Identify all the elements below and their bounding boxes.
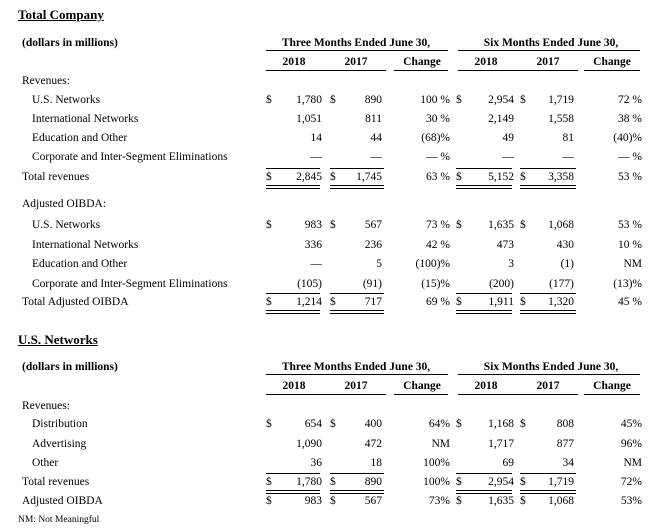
six-months-2017-value: —	[562, 151, 574, 163]
dollar-sign: $	[456, 476, 462, 488]
three-months-2018-value: 336	[304, 238, 322, 251]
six-months-2018-value: 2,954	[488, 476, 514, 488]
col-header-2017: 2017	[536, 56, 560, 68]
six-months-2018-value: 1,635	[488, 219, 514, 231]
six-months-2018-value: (200)	[489, 277, 514, 290]
dollar-sign: $	[456, 296, 462, 308]
six-months-change-value: 45 %	[618, 296, 642, 308]
subtotal-rule	[266, 473, 320, 474]
dollar-sign: $	[266, 296, 272, 308]
three-months-2017-value: 567	[364, 219, 382, 231]
subtotal-rule	[520, 293, 576, 294]
three-months-change-value: 63 %	[426, 171, 450, 183]
row-label: International Networks	[32, 113, 139, 125]
dollar-sign: $	[456, 418, 462, 430]
header-rule	[266, 50, 448, 51]
col-header-change: Change	[593, 56, 631, 68]
three-months-change-value: (100)%	[415, 258, 450, 270]
units-label: (dollars in millions)	[22, 361, 118, 373]
six-months-2018-value: 1,911	[488, 296, 514, 308]
dollar-sign: $	[456, 495, 462, 507]
six-months-2018-value: 5,152	[488, 171, 514, 183]
six-months-2017-value: 1,558	[548, 113, 574, 125]
dollar-sign: $	[520, 418, 526, 430]
subtotal-rule	[330, 473, 384, 474]
col-header-2018: 2018	[282, 380, 306, 392]
col-rule	[266, 70, 386, 71]
dollar-sign: $	[330, 171, 336, 183]
six-months-2018-value: 69	[502, 457, 514, 469]
six-months-2018-value: 2,954	[488, 94, 514, 106]
three-months-2017-value: 717	[364, 296, 382, 308]
total-double-rule	[520, 310, 576, 314]
six-months-change-value: (40)%	[613, 132, 642, 144]
six-months-change-value: 10 %	[618, 238, 642, 251]
col-rule	[394, 394, 448, 395]
three-months-2017-value: 890	[364, 94, 382, 106]
section-title-us-networks: U.S. Networks	[18, 332, 98, 347]
total-double-rule	[456, 310, 512, 314]
dollar-sign: $	[520, 171, 526, 183]
section-title-total-company: Total Company	[18, 7, 104, 22]
three-months-change-value: (15)%	[421, 277, 450, 290]
col-header-2018: 2018	[282, 56, 306, 68]
row-label: Total revenues	[22, 171, 90, 183]
total-double-rule	[330, 310, 384, 314]
six-months-2017-value: 1,719	[548, 476, 574, 488]
dollar-sign: $	[456, 219, 462, 231]
col-header-2017: 2017	[344, 56, 368, 68]
six-months-2017-value: 877	[556, 437, 574, 450]
subtotal-rule	[520, 473, 576, 474]
six-months-2018-value: 1,717	[488, 437, 514, 450]
three-months-change-value: (68)%	[421, 132, 450, 144]
three-months-change-value: 100 %	[420, 94, 450, 106]
col-rule	[584, 394, 640, 395]
dollar-sign: $	[330, 94, 336, 106]
col-header-change: Change	[403, 380, 441, 392]
row-label: Total Adjusted OIBDA	[22, 296, 129, 308]
units-label: (dollars in millions)	[22, 37, 118, 49]
six-months-2017-value: 808	[556, 418, 574, 430]
header-three-months: Three Months Ended June 30,	[281, 361, 431, 373]
three-months-2017-value: 472	[364, 437, 382, 450]
dollar-sign: $	[330, 296, 336, 308]
row-label: Total revenues	[22, 476, 90, 488]
dollar-sign: $	[330, 219, 336, 231]
six-months-2017-value: (1)	[560, 258, 574, 270]
six-months-2017-value: 430	[556, 238, 574, 251]
subtotal-rule	[266, 168, 320, 169]
three-months-2018-value: (105)	[297, 277, 322, 290]
three-months-2017-value: 567	[364, 495, 382, 507]
dollar-sign: $	[520, 476, 526, 488]
six-months-2018-value: 1,168	[488, 418, 514, 430]
three-months-change-value: 42 %	[426, 238, 450, 251]
three-months-2018-value: 14	[310, 132, 322, 144]
col-header-2018: 2018	[474, 56, 498, 68]
subtotal-rule	[456, 168, 512, 169]
three-months-change-value: — %	[426, 151, 450, 163]
three-months-change-value: NM	[431, 437, 450, 450]
row-label: U.S. Networks	[32, 219, 101, 231]
col-rule	[458, 70, 578, 71]
six-months-change-value: 53 %	[618, 219, 642, 231]
three-months-change-value: 64%	[428, 418, 450, 430]
dollar-sign: $	[266, 495, 272, 507]
revenues-heading: Revenues:	[22, 75, 70, 87]
six-months-change-value: NM	[623, 258, 642, 270]
three-months-2017-value: 18	[370, 457, 382, 469]
dollar-sign: $	[520, 94, 526, 106]
three-months-2018-value: —	[310, 151, 322, 163]
header-rule	[458, 374, 640, 375]
col-header-2017: 2017	[536, 380, 560, 392]
six-months-2017-value: 34	[562, 457, 574, 469]
six-months-2017-value: (177)	[549, 277, 574, 290]
subtotal-rule	[520, 168, 576, 169]
six-months-2017-value: 1,068	[548, 219, 574, 231]
six-months-2018-value: —	[502, 151, 514, 163]
six-months-2018-value: 473	[496, 238, 514, 251]
total-double-rule	[520, 185, 576, 189]
three-months-2017-value: 1,745	[356, 171, 382, 183]
six-months-change-value: — %	[618, 151, 642, 163]
three-months-change-value: 69 %	[426, 296, 450, 308]
subtotal-rule	[266, 293, 320, 294]
dollar-sign: $	[266, 219, 272, 231]
col-header-2018: 2018	[474, 380, 498, 392]
six-months-change-value: 72%	[620, 476, 642, 488]
dollar-sign: $	[330, 418, 336, 430]
three-months-2017-value: 400	[364, 418, 382, 430]
subtotal-rule	[456, 293, 512, 294]
three-months-2018-value: 1,051	[296, 113, 322, 125]
six-months-2017-value: 81	[562, 132, 574, 144]
col-rule	[458, 394, 578, 395]
header-rule	[458, 50, 640, 51]
dollar-sign: $	[520, 219, 526, 231]
dollar-sign: $	[520, 495, 526, 507]
three-months-2018-value: 983	[304, 495, 322, 507]
oibda-heading: Adjusted OIBDA:	[22, 198, 107, 210]
six-months-change-value: (13)%	[613, 277, 642, 290]
row-label: Education and Other	[32, 132, 128, 144]
col-rule	[266, 394, 386, 395]
three-months-change-value: 100%	[423, 457, 450, 469]
three-months-change-value: 100%	[423, 476, 450, 488]
row-label: Advertising	[32, 437, 87, 450]
three-months-change-value: 73%	[428, 495, 450, 507]
col-header-2017: 2017	[344, 380, 368, 392]
header-six-months: Six Months Ended June 30,	[483, 37, 619, 49]
col-header-change: Change	[593, 380, 631, 392]
three-months-2018-value: 2,845	[296, 171, 322, 183]
three-months-change-value: 73 %	[426, 219, 450, 231]
six-months-2018-value: 1,635	[488, 495, 514, 507]
three-months-2018-value: 1,090	[296, 437, 322, 450]
six-months-2018-value: 49	[502, 132, 514, 144]
six-months-2017-value: 1,719	[548, 94, 574, 106]
row-label: U.S. Networks	[32, 94, 101, 106]
row-label: International Networks	[32, 238, 139, 251]
six-months-change-value: 53%	[620, 495, 642, 507]
six-months-change-value: 96%	[620, 437, 642, 450]
col-header-change: Change	[403, 56, 441, 68]
three-months-2017-value: —	[370, 151, 382, 163]
three-months-2018-value: 36	[310, 457, 322, 469]
row-label: Other	[32, 457, 59, 469]
header-six-months: Six Months Ended June 30,	[483, 361, 619, 373]
dollar-sign: $	[456, 171, 462, 183]
three-months-2017-value: 5	[376, 258, 382, 270]
three-months-2017-value: 811	[365, 113, 382, 125]
total-double-rule	[456, 185, 512, 189]
footnote: NM: Not Meaningful	[18, 515, 100, 525]
three-months-2018-value: 1,780	[296, 476, 322, 488]
three-months-2017-value: 236	[364, 238, 382, 251]
dollar-sign: $	[330, 495, 336, 507]
three-months-2017-value: 890	[364, 476, 382, 488]
total-double-rule	[266, 185, 320, 189]
three-months-change-value: 30 %	[426, 113, 450, 125]
header-three-months: Three Months Ended June 30,	[281, 37, 431, 49]
dollar-sign: $	[266, 94, 272, 106]
row-label: Education and Other	[32, 258, 128, 270]
col-rule	[394, 70, 448, 71]
dollar-sign: $	[266, 476, 272, 488]
six-months-change-value: 38 %	[618, 113, 642, 125]
six-months-change-value: NM	[623, 457, 642, 469]
revenues-heading: Revenues:	[22, 400, 70, 412]
subtotal-rule	[330, 293, 384, 294]
three-months-2018-value: 1,214	[296, 296, 322, 308]
row-label: Corporate and Inter-Segment Eliminations	[32, 151, 228, 163]
six-months-change-value: 53 %	[618, 171, 642, 183]
subtotal-rule	[456, 473, 512, 474]
col-rule	[584, 70, 640, 71]
three-months-2018-value: —	[310, 258, 322, 270]
six-months-2018-value: 2,149	[488, 113, 514, 125]
total-double-rule	[330, 185, 384, 189]
row-label: Corporate and Inter-Segment Eliminations	[32, 277, 228, 290]
six-months-change-value: 72 %	[618, 94, 642, 106]
dollar-sign: $	[520, 296, 526, 308]
row-label: Distribution	[32, 418, 88, 430]
six-months-2017-value: 1,068	[548, 495, 574, 507]
row-label: Adjusted OIBDA	[22, 495, 103, 507]
six-months-change-value: 45%	[620, 418, 642, 430]
six-months-2017-value: 3,358	[548, 171, 574, 183]
dollar-sign: $	[456, 94, 462, 106]
three-months-2017-value: (91)	[362, 277, 382, 290]
header-rule	[266, 374, 448, 375]
three-months-2018-value: 1,780	[296, 94, 322, 106]
dollar-sign: $	[266, 418, 272, 430]
three-months-2017-value: 44	[370, 132, 382, 144]
six-months-2018-value: 3	[508, 258, 514, 270]
total-double-rule	[266, 310, 320, 314]
dollar-sign: $	[266, 171, 272, 183]
three-months-2018-value: 654	[304, 418, 322, 430]
three-months-2018-value: 983	[304, 219, 322, 231]
subtotal-rule	[330, 168, 384, 169]
six-months-2017-value: 1,320	[548, 296, 574, 308]
dollar-sign: $	[330, 476, 336, 488]
